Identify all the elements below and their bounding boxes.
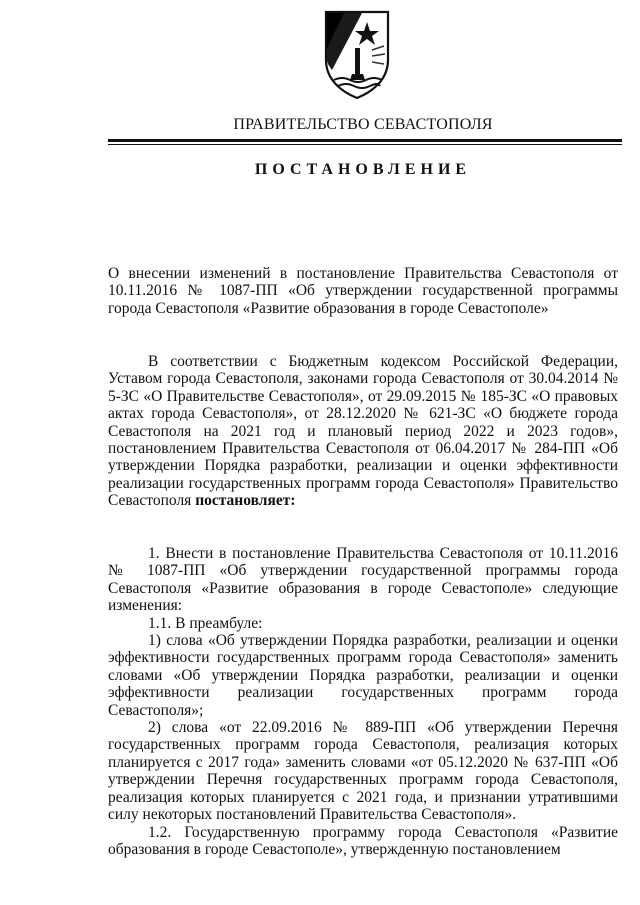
preamble [108, 353, 618, 510]
item-paragraph: 1.1. В преамбуле: [148, 614, 263, 632]
document-subject [108, 265, 618, 317]
resolution-items [108, 545, 618, 858]
item-paragraph: 2) слова «от 22.09.2016 № 889-ПП «Об утверждении Перечня государственных программ города Севастополя, реализация которых планируется с 2017 года» заменить словами «от 05.12.2020 № 637-ПП «Об утверждении Перечня государственных программ города Севастополя, реализация которых планируется с 2021 года, и признании утратившими силу некоторых постановлений Правительства Севастополя». [108, 719, 618, 824]
header-rule-thin [108, 144, 622, 145]
item-paragraph: 1. Внести в постановление Правительства Севастополя от 10.11.2016 № 1087-ПП «Об утверждении государственной программы города Севастополя «Развитие образования в городе Севастополе» следующие изменения: [108, 545, 618, 615]
item-paragraph: 1) слова «Об утверждении Порядка разработки, реализации и оценки эффективности государственных программ города Севастополя» заменить словами «Об утверждении Порядка разработки, реализации и оценки эффективности реализации государственных программ города Севастополя»; [108, 632, 618, 719]
preamble-text: В соответствии с Бюджетным кодексом Российской Федерации, Уставом города Севастополя, законами города Севастополя от 30.04.2014 № 5-ЗС «О Правительстве Севастополя», от 29.09.2015 № 185-ЗС «О правовых актах города Севастополя», от 28.12.2020 № 621-ЗС «О бюджете города Севастополя на 2021 год и плановый период 2022 и 2023 годов», постановлением Правительства Севастополя от 06.04.2017 № 284-ПП «Об утверждении Порядка разработки, реализации и оценки эффективности реализации государственных программ города Севастополя» Правительство Севастополя [108, 353, 618, 510]
preamble-resolves: постановляет: [195, 492, 296, 510]
item-paragraph: 1.2. Государственную программу города Севастополя «Развитие образования в городе Севастополе», утвержденную постановлением [108, 823, 618, 858]
government-title: ПРАВИТЕЛЬСТВО СЕВАСТОПОЛЯ [233, 116, 493, 133]
subject-text: О внесении изменений в постановление Правительства Севастополя от 10.11.2016 № 1087-ПП «Об утверждении государственной программы города Севастополя «Развитие образования в городе Севастополе» [108, 265, 618, 317]
document-type-title: ПОСТАНОВЛЕНИЕ [254, 161, 472, 178]
sevastopol-coat-of-arms-icon [322, 8, 392, 100]
header-rule-thick [108, 139, 622, 142]
preamble-paragraph [108, 353, 618, 510]
